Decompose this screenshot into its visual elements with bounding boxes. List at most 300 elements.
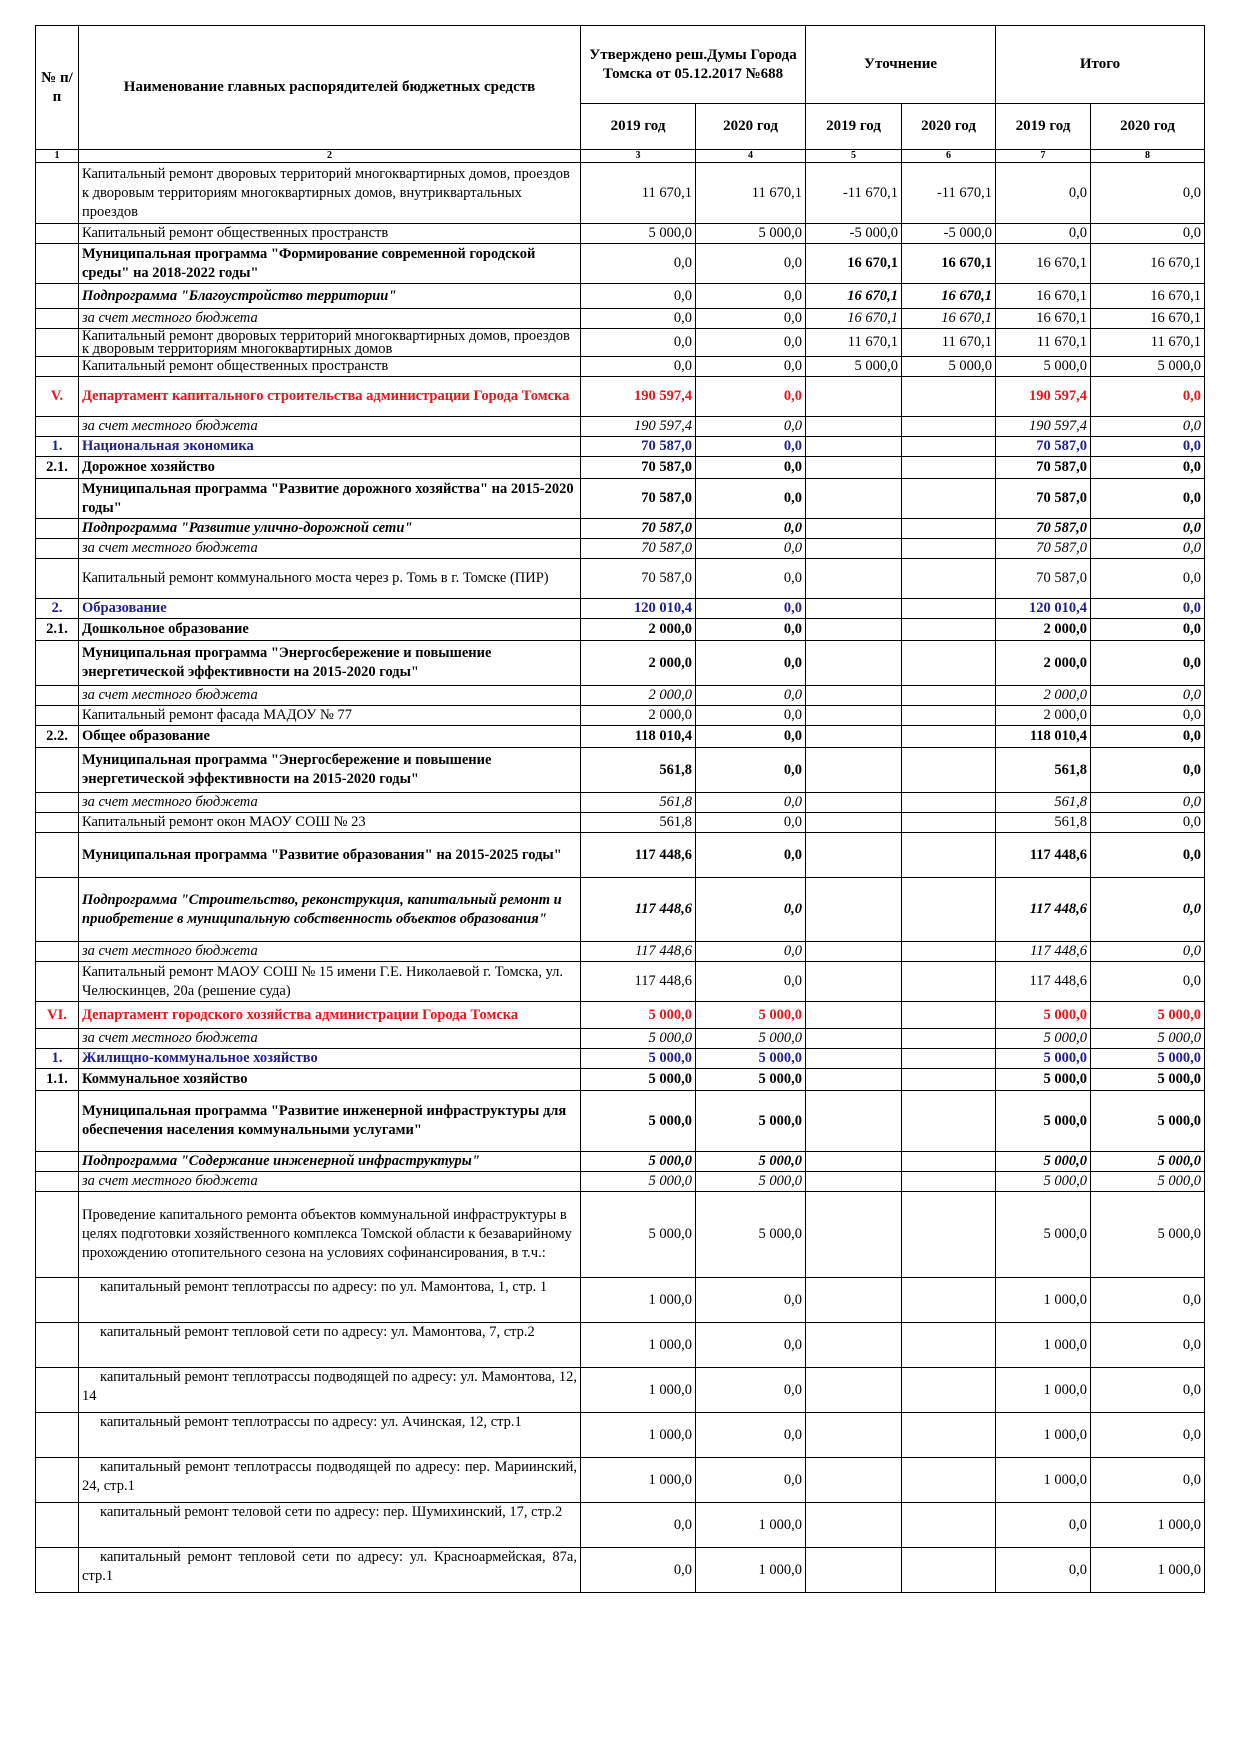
table-row (36, 813, 1205, 833)
table-row (36, 706, 1205, 726)
row-value: 5 000,0 (996, 1069, 1091, 1091)
row-number (36, 309, 79, 329)
row-value (806, 748, 902, 793)
table-row (36, 1503, 1205, 1548)
row-name: за счет местного бюджета (79, 539, 581, 559)
row-value: 561,8 (581, 813, 696, 833)
row-value: 5 000,0 (581, 1049, 696, 1069)
row-name: за счет местного бюджета (79, 309, 581, 329)
table-row (36, 284, 1205, 309)
row-value: 5 000,0 (996, 357, 1091, 377)
row-name: Образование (79, 599, 581, 619)
row-number (36, 479, 79, 519)
row-value: 117 448,6 (581, 942, 696, 962)
row-value: 0,0 (1091, 813, 1205, 833)
row-number (36, 244, 79, 284)
row-value (902, 1091, 996, 1152)
row-value: 2 000,0 (581, 686, 696, 706)
row-value: 0,0 (696, 833, 806, 878)
row-number (36, 1548, 79, 1593)
row-value: 1 000,0 (696, 1503, 806, 1548)
row-value: 70 587,0 (581, 479, 696, 519)
row-value: 0,0 (696, 942, 806, 962)
row-value: 5 000,0 (696, 1091, 806, 1152)
row-value: 0,0 (1091, 726, 1205, 748)
row-value: 5 000,0 (696, 1049, 806, 1069)
row-number (36, 1091, 79, 1152)
row-name: Капитальный ремонт дворовых территорий многоквартирных домов, проездов к дворовым территориям многоквартирных домов, внутриквартальных проездов (79, 163, 581, 224)
row-value: 1 000,0 (1091, 1548, 1205, 1593)
row-value: 561,8 (581, 748, 696, 793)
row-name: капитальный ремонт теплотрассы по адресу: ул. Ачинская, 12, стр.1 (79, 1413, 581, 1458)
row-value (806, 1503, 902, 1548)
row-value: 0,0 (581, 1548, 696, 1593)
row-value: 11 670,1 (806, 329, 902, 357)
row-value: 2 000,0 (581, 641, 696, 686)
row-value: 0,0 (1091, 1368, 1205, 1413)
table-row (36, 1049, 1205, 1069)
row-number (36, 539, 79, 559)
row-name: Муниципальная программа "Энергосбережение и повышение энергетической эффективности на 2015-2020 годы" (79, 641, 581, 686)
row-value: 5 000,0 (581, 1002, 696, 1029)
row-value (806, 1002, 902, 1029)
row-number (36, 706, 79, 726)
row-value: 0,0 (696, 479, 806, 519)
row-name: Капитальный ремонт окон МАОУ СОШ № 23 (79, 813, 581, 833)
row-value: 190 597,4 (581, 377, 696, 417)
row-value (806, 833, 902, 878)
table-row (36, 539, 1205, 559)
row-name: капитальный ремонт теплотрассы подводящей по адресу: ул. Мамонтова, 12, 14 (79, 1368, 581, 1413)
row-value (902, 1192, 996, 1278)
row-name: Муниципальная программа "Энергосбережение и повышение энергетической эффективности на 2015-2020 годы" (79, 748, 581, 793)
row-name: капитальный ремонт теплотрассы подводящей по адресу: пер. Мариинский, 24, стр.1 (79, 1458, 581, 1503)
row-value: 70 587,0 (996, 519, 1091, 539)
header-col-no: № п/п (36, 26, 79, 150)
row-value: 5 000,0 (581, 1172, 696, 1192)
row-value: 0,0 (1091, 706, 1205, 726)
row-value: 16 670,1 (902, 244, 996, 284)
row-value (806, 962, 902, 1002)
row-name: капитальный ремонт теловой сети по адресу: пер. Шумихинский, 17, стр.2 (79, 1503, 581, 1548)
row-value: 0,0 (696, 1458, 806, 1503)
row-value: 117 448,6 (996, 962, 1091, 1002)
row-number: 2.1. (36, 457, 79, 479)
row-number (36, 1323, 79, 1368)
row-value: 0,0 (1091, 559, 1205, 599)
row-value (806, 559, 902, 599)
row-number (36, 519, 79, 539)
table-row (36, 942, 1205, 962)
row-value (806, 457, 902, 479)
row-value: 118 010,4 (996, 726, 1091, 748)
row-number (36, 686, 79, 706)
row-value: 0,0 (1091, 1413, 1205, 1458)
row-value: 0,0 (696, 686, 806, 706)
row-value: 0,0 (996, 224, 1091, 244)
row-name: Подпрограмма "Развитие улично-дорожной сети" (79, 519, 581, 539)
table-row (36, 1172, 1205, 1192)
row-number (36, 357, 79, 377)
row-name: Капитальный ремонт общественных пространств (79, 224, 581, 244)
row-name: Капитальный ремонт фасада МАДОУ № 77 (79, 706, 581, 726)
row-value: 1 000,0 (581, 1413, 696, 1458)
row-value: 5 000,0 (581, 1192, 696, 1278)
table-row (36, 437, 1205, 457)
row-value: 0,0 (696, 813, 806, 833)
table-row (36, 1323, 1205, 1368)
budget-table-sheet (35, 25, 1204, 1593)
row-value (902, 726, 996, 748)
row-value (902, 813, 996, 833)
row-name: Коммунальное хозяйство (79, 1069, 581, 1091)
row-number (36, 833, 79, 878)
row-value: 1 000,0 (581, 1458, 696, 1503)
table-row (36, 833, 1205, 878)
row-number (36, 284, 79, 309)
row-value: 5 000,0 (696, 1069, 806, 1091)
table-row (36, 329, 1205, 357)
row-value (806, 1548, 902, 1593)
table-row (36, 599, 1205, 619)
row-value: 5 000,0 (696, 1192, 806, 1278)
row-number: 2.1. (36, 619, 79, 641)
row-name: Дошкольное образование (79, 619, 581, 641)
table-row (36, 1278, 1205, 1323)
row-name: за счет местного бюджета (79, 1029, 581, 1049)
row-value: 0,0 (696, 1413, 806, 1458)
row-name-text: Капитальный ремонт дворовых территорий многоквартирных домов, проездов к дворовым территориям многоквартирных домов (82, 329, 570, 356)
row-value: 0,0 (1091, 539, 1205, 559)
table-row (36, 619, 1205, 641)
row-value: 0,0 (1091, 457, 1205, 479)
row-value: 5 000,0 (696, 1172, 806, 1192)
row-value: 16 670,1 (996, 284, 1091, 309)
row-value: 0,0 (696, 962, 806, 1002)
row-number (36, 1458, 79, 1503)
row-name: Национальная экономика (79, 437, 581, 457)
row-value (902, 1323, 996, 1368)
row-value: 0,0 (1091, 1323, 1205, 1368)
row-value: 5 000,0 (581, 224, 696, 244)
row-value (902, 1049, 996, 1069)
row-value (806, 479, 902, 519)
row-value (806, 1413, 902, 1458)
row-value: 117 448,6 (581, 833, 696, 878)
row-value: 0,0 (1091, 417, 1205, 437)
row-value: 5 000,0 (996, 1091, 1091, 1152)
row-value: 5 000,0 (1091, 1069, 1205, 1091)
row-value: 1 000,0 (996, 1368, 1091, 1413)
row-value: 5 000,0 (1091, 1029, 1205, 1049)
row-value (902, 833, 996, 878)
row-value (902, 539, 996, 559)
row-value (902, 878, 996, 942)
row-number (36, 1278, 79, 1323)
row-value (806, 1323, 902, 1368)
row-value: 5 000,0 (996, 1049, 1091, 1069)
table-row (36, 1069, 1205, 1091)
row-value (806, 1049, 902, 1069)
row-value: 0,0 (1091, 686, 1205, 706)
row-value: 5 000,0 (996, 1192, 1091, 1278)
column-number: 7 (996, 150, 1091, 163)
row-value (902, 417, 996, 437)
table-row (36, 417, 1205, 437)
table-row (36, 878, 1205, 942)
row-name: Капитальный ремонт коммунального моста через р. Томь в г. Томске (ПИР) (79, 559, 581, 599)
row-value (902, 1413, 996, 1458)
row-number (36, 748, 79, 793)
row-value: 561,8 (996, 793, 1091, 813)
row-value: 16 670,1 (1091, 284, 1205, 309)
row-value (806, 641, 902, 686)
row-number: 1.1. (36, 1069, 79, 1091)
row-number (36, 224, 79, 244)
row-value (902, 942, 996, 962)
row-value (806, 878, 902, 942)
row-value: 16 670,1 (806, 244, 902, 284)
row-value: 0,0 (996, 1503, 1091, 1548)
row-value: 0,0 (1091, 163, 1205, 224)
row-value (902, 748, 996, 793)
row-value (806, 1069, 902, 1091)
row-value: 1 000,0 (1091, 1503, 1205, 1548)
row-number (36, 641, 79, 686)
row-value (806, 813, 902, 833)
row-value: 1 000,0 (581, 1368, 696, 1413)
table-row (36, 479, 1205, 519)
table-row (36, 1029, 1205, 1049)
row-value (902, 1152, 996, 1172)
row-value: 120 010,4 (996, 599, 1091, 619)
row-value: 0,0 (996, 1548, 1091, 1593)
row-name: Департамент капитального строительства администрации Города Томска (79, 377, 581, 417)
row-name: Подпрограмма "Строительство, реконструкция, капитальный ремонт и приобретение в муниципальную собственность объектов образования" (79, 878, 581, 942)
row-value: 0,0 (696, 329, 806, 357)
row-value (902, 599, 996, 619)
row-value: 2 000,0 (996, 706, 1091, 726)
row-value: 0,0 (696, 793, 806, 813)
row-value: 70 587,0 (581, 437, 696, 457)
row-value: 0,0 (1091, 962, 1205, 1002)
row-value: 0,0 (696, 706, 806, 726)
row-number (36, 1029, 79, 1049)
row-value: 2 000,0 (581, 619, 696, 641)
row-value: 5 000,0 (996, 1029, 1091, 1049)
row-value: 0,0 (1091, 833, 1205, 878)
table-row (36, 519, 1205, 539)
row-value: 70 587,0 (996, 559, 1091, 599)
table-row (36, 686, 1205, 706)
row-name: Проведение капитального ремонта объектов коммунальной инфраструктуры в целях подготовки хозяйственного комплекса Томской области к безаварийному прохождению отопительного сезона на условиях софинансирования, в т.ч.: (79, 1192, 581, 1278)
row-value (902, 1002, 996, 1029)
row-value: 1 000,0 (996, 1278, 1091, 1323)
row-value: 16 670,1 (902, 309, 996, 329)
table-row (36, 559, 1205, 599)
table-row (36, 377, 1205, 417)
row-value: 5 000,0 (1091, 357, 1205, 377)
row-value (902, 641, 996, 686)
row-value: 5 000,0 (1091, 1002, 1205, 1029)
row-value (806, 1458, 902, 1503)
row-value: 0,0 (1091, 793, 1205, 813)
row-value: 0,0 (696, 519, 806, 539)
row-value: 5 000,0 (696, 224, 806, 244)
row-value: 0,0 (581, 309, 696, 329)
header-year: 2020 год (902, 104, 996, 150)
row-value (902, 519, 996, 539)
row-value: 0,0 (696, 457, 806, 479)
row-value: 0,0 (1091, 748, 1205, 793)
row-value (806, 619, 902, 641)
row-number (36, 1152, 79, 1172)
table-row (36, 163, 1205, 224)
header-year: 2020 год (696, 104, 806, 150)
row-number (36, 1172, 79, 1192)
row-value: 5 000,0 (581, 1152, 696, 1172)
row-name (79, 329, 581, 357)
row-value (806, 1172, 902, 1192)
table-row (36, 457, 1205, 479)
header-group-approved: Утверждено реш.Думы Города Томска от 05.12.2017 №688 (581, 26, 806, 104)
row-value: 2 000,0 (996, 619, 1091, 641)
row-value: 120 010,4 (581, 599, 696, 619)
table-row (36, 357, 1205, 377)
row-value: 117 448,6 (581, 962, 696, 1002)
row-value (806, 706, 902, 726)
row-value (902, 1458, 996, 1503)
row-value (806, 1192, 902, 1278)
row-value (806, 437, 902, 457)
row-name: Капитальный ремонт МАОУ СОШ № 15 имени Г.Е. Николаевой г. Томска, ул. Челюскинцев, 20а (решение суда) (79, 962, 581, 1002)
table-row (36, 1192, 1205, 1278)
budget-table (35, 25, 1205, 1593)
row-value: -5 000,0 (806, 224, 902, 244)
table-row (36, 224, 1205, 244)
row-value: 0,0 (696, 726, 806, 748)
row-value: 0,0 (1091, 479, 1205, 519)
row-value: 561,8 (996, 748, 1091, 793)
row-value: 70 587,0 (581, 559, 696, 599)
row-number (36, 417, 79, 437)
table-row (36, 962, 1205, 1002)
row-value: 5 000,0 (996, 1002, 1091, 1029)
row-value: 5 000,0 (1091, 1172, 1205, 1192)
table-row (36, 641, 1205, 686)
row-number (36, 1503, 79, 1548)
row-number (36, 163, 79, 224)
row-value: 11 670,1 (696, 163, 806, 224)
table-header (36, 26, 1205, 163)
header-group-clarification: Уточнение (806, 26, 996, 104)
row-value: 0,0 (1091, 224, 1205, 244)
row-value (902, 1029, 996, 1049)
header-year: 2020 год (1091, 104, 1205, 150)
row-value (806, 377, 902, 417)
row-number (36, 962, 79, 1002)
row-value: 2 000,0 (996, 686, 1091, 706)
row-value: 70 587,0 (996, 437, 1091, 457)
table-row (36, 1152, 1205, 1172)
row-value: 16 670,1 (806, 284, 902, 309)
row-value: 0,0 (581, 284, 696, 309)
header-year: 2019 год (996, 104, 1091, 150)
row-name: Подпрограмма "Благоустройство территории" (79, 284, 581, 309)
header-group-total: Итого (996, 26, 1205, 104)
row-value: 70 587,0 (996, 539, 1091, 559)
row-number (36, 813, 79, 833)
row-value: 0,0 (1091, 878, 1205, 942)
row-value: 118 010,4 (581, 726, 696, 748)
row-value (806, 539, 902, 559)
row-value (902, 559, 996, 599)
row-value: -5 000,0 (902, 224, 996, 244)
row-value (902, 479, 996, 519)
row-number (36, 878, 79, 942)
column-number: 4 (696, 150, 806, 163)
row-value: 0,0 (1091, 1458, 1205, 1503)
row-value: 0,0 (696, 417, 806, 437)
row-value: 0,0 (1091, 942, 1205, 962)
row-value: 1 000,0 (996, 1458, 1091, 1503)
row-number (36, 559, 79, 599)
row-value: 1 000,0 (581, 1278, 696, 1323)
row-name: Муниципальная программа "Развитие инженерной инфраструктуры для обеспечения населения коммунальными услугами" (79, 1091, 581, 1152)
row-value: 0,0 (581, 357, 696, 377)
row-value: 16 670,1 (996, 244, 1091, 284)
row-value: 1 000,0 (996, 1413, 1091, 1458)
row-value: 1 000,0 (996, 1323, 1091, 1368)
row-value: 0,0 (1091, 437, 1205, 457)
row-value (806, 1368, 902, 1413)
table-row (36, 1091, 1205, 1152)
row-value: 561,8 (996, 813, 1091, 833)
table-row (36, 244, 1205, 284)
row-value: 190 597,4 (581, 417, 696, 437)
row-value: 70 587,0 (996, 479, 1091, 519)
row-number: V. (36, 377, 79, 417)
column-number: 8 (1091, 150, 1205, 163)
row-value: 2 000,0 (581, 706, 696, 726)
row-value: 561,8 (581, 793, 696, 813)
row-number (36, 329, 79, 357)
row-number: 2. (36, 599, 79, 619)
row-value: 0,0 (696, 748, 806, 793)
row-value: 0,0 (696, 244, 806, 284)
row-name: Капитальный ремонт общественных пространств (79, 357, 581, 377)
row-value: 0,0 (581, 1503, 696, 1548)
row-name: Жилищно-коммунальное хозяйство (79, 1049, 581, 1069)
row-value: 190 597,4 (996, 417, 1091, 437)
row-name: за счет местного бюджета (79, 942, 581, 962)
row-value: 0,0 (696, 1278, 806, 1323)
row-value: 0,0 (1091, 377, 1205, 417)
row-value: 0,0 (696, 1368, 806, 1413)
row-value (806, 942, 902, 962)
row-number (36, 1413, 79, 1458)
row-value: 5 000,0 (902, 357, 996, 377)
row-name: Департамент городского хозяйства администрации Города Томска (79, 1002, 581, 1029)
row-value: 117 448,6 (996, 833, 1091, 878)
row-value: 0,0 (696, 377, 806, 417)
row-value: 0,0 (1091, 619, 1205, 641)
row-value: 117 448,6 (996, 878, 1091, 942)
row-value: -11 670,1 (902, 163, 996, 224)
header-year: 2019 год (806, 104, 902, 150)
row-value (902, 1368, 996, 1413)
row-number (36, 793, 79, 813)
